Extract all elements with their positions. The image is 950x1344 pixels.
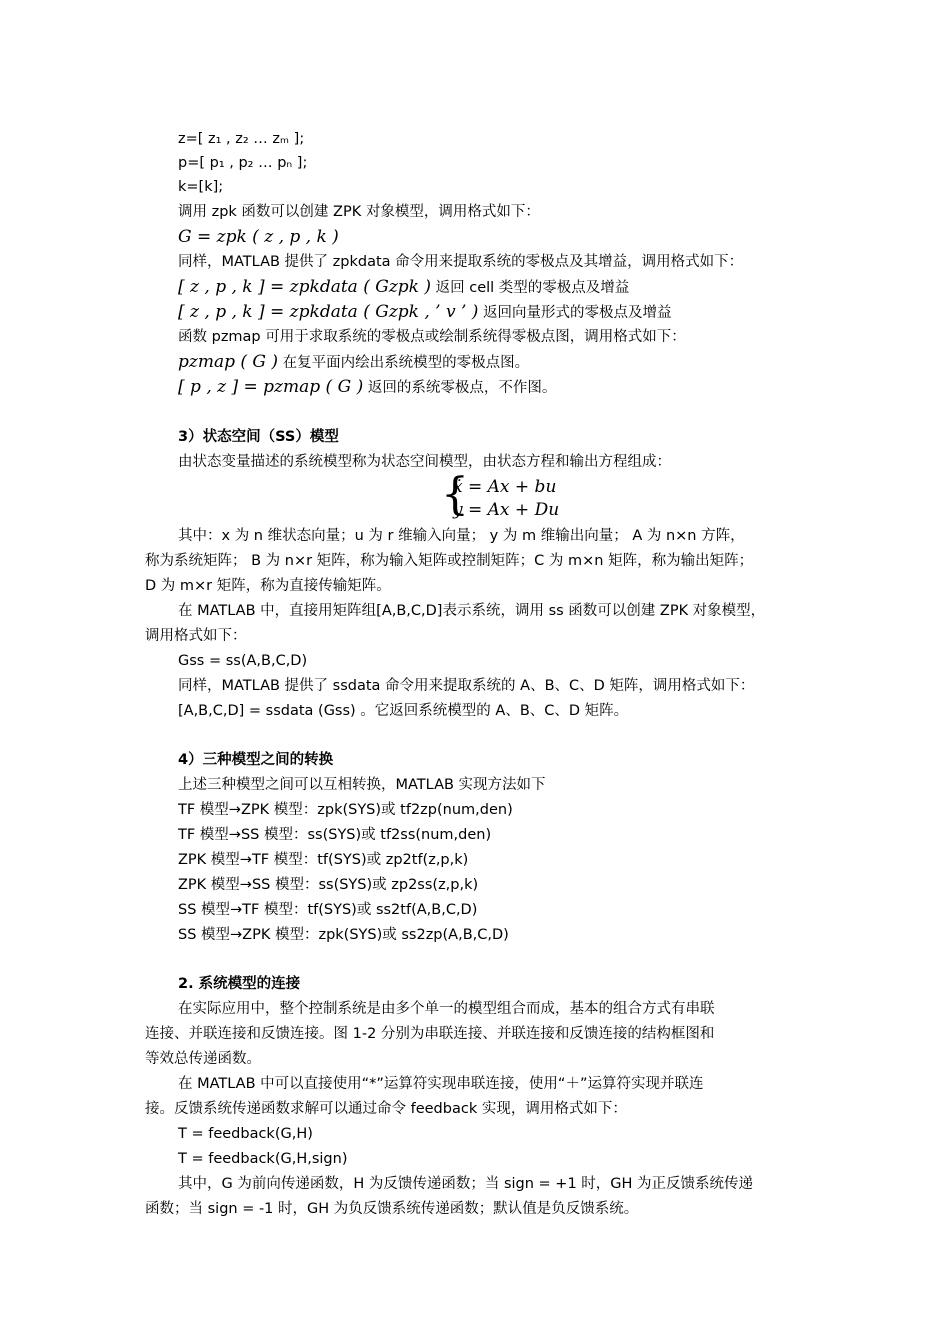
- zpkdata-formula-2: [ z , p , k ] = zpkdata ( Gzpk , ’ v ’ ): [178, 302, 479, 322]
- pzmap-formula-1: pzmap ( G ): [178, 352, 279, 372]
- conversion-ss-tf: SS 模型→TF 模型：tf(SYS)或 ss2tf(A,B,C,D): [178, 902, 478, 918]
- ss-para1-line2: 称为系统矩阵； B 为 n×r 矩阵，称为输入矩阵或控制矩阵；C 为 m×n 矩阵，称为输出矩阵；: [145, 553, 754, 569]
- ss-para1-line3: D 为 m×r 矩阵，称为直接传输矩阵。: [145, 578, 391, 594]
- heading-ss-model: 3）状态空间（SS）模型: [178, 429, 339, 445]
- conversion-tf-ss: TF 模型→SS 模型：ss(SYS)或 tf2ss(num,den): [178, 827, 492, 843]
- ss-para2-line1: 在 MATLAB 中，直接用矩阵组[A,B,C,D]表示系统，调用 ss 函数可以创建 ZPK 对象模型，: [178, 603, 766, 619]
- ssdata-intro: 同样，MATLAB 提供了 ssdata 命令用来提取系统的 A、B、C、D 矩阵，调用格式如下：: [178, 678, 755, 694]
- z-definition: z=[ z₁ , z₂ … zₘ ];: [178, 131, 305, 147]
- conversion-ss-zpk: SS 模型→ZPK 模型：zpk(SYS)或 ss2zp(A,B,C,D): [178, 927, 509, 943]
- conversion-tf-zpk: TF 模型→ZPK 模型：zpk(SYS)或 tf2zp(num,den): [178, 802, 513, 818]
- pzmap-formula-2: [ p , z ] = pzmap ( G ): [178, 377, 364, 397]
- zpkdata-line-2: [178, 300, 672, 325]
- connection-para2-line2: 接。反馈系统传递函数求解可以通过命令 feedback 实现，调用格式如下：: [145, 1101, 627, 1117]
- zpkdata-formula-1: [ z , p , k ] = zpkdata ( Gzpk ): [178, 277, 432, 297]
- feedback-call-1: T = feedback(G,H): [178, 1126, 313, 1142]
- pzmap-intro: 函数 pzmap 可用于求取系统的零极点或绘制系统得零极点图，调用格式如下：: [178, 329, 686, 345]
- zpkdata-intro: 同样，MATLAB 提供了 zpkdata 命令用来提取系统的零极点及其增益，调用格式如下：: [178, 254, 744, 270]
- k-definition: k=[k];: [178, 179, 224, 195]
- ss-call: Gss = ss(A,B,C,D): [178, 653, 308, 669]
- conversion-zpk-ss: ZPK 模型→SS 模型：ss(SYS)或 zp2ss(z,p,k): [178, 877, 479, 893]
- connection-para1-line3: 等效总传递函数。: [145, 1051, 261, 1067]
- pzmap-line-2: [178, 375, 556, 400]
- heading-model-conversion: 4）三种模型之间的转换: [178, 752, 334, 768]
- connection-para2-line1: 在 MATLAB 中可以直接使用“*”运算符实现串联连接，使用“＋”运算符实现并联连: [178, 1076, 704, 1092]
- zpkdata-desc-1: 返回 cell 类型的零极点及增益: [435, 280, 630, 296]
- connection-para1-line1: 在实际应用中，整个控制系统是由多个单一的模型组合而成，基本的组合方式有串联: [178, 1001, 715, 1017]
- feedback-para-line1: 其中，G 为前向传递函数，H 为反馈传递函数；当 sign = +1 时，GH 为正反馈系统传递: [178, 1176, 754, 1192]
- zpkdata-desc-2: 返回向量形式的零极点及增益: [483, 305, 672, 321]
- zpk-intro: 调用 zpk 函数可以创建 ZPK 对象模型，调用格式如下：: [178, 204, 540, 220]
- pzmap-line-1: [178, 350, 529, 375]
- zpk-call-formula: G = zpk ( z , p , k ): [178, 227, 339, 247]
- equation-brace: {: [441, 469, 469, 520]
- zpkdata-line-1: [178, 275, 629, 300]
- ss-para1-line1: 其中：x 为 n 维状态向量；u 为 r 维输入向量； y 为 m 维输出向量； A 为 n×n 方阵，: [178, 528, 745, 544]
- ssdata-call: [A,B,C,D] = ssdata (Gss) 。它返回系统模型的 A、B、C、D 矩阵。: [178, 703, 629, 719]
- p-definition: p=[ p₁ , p₂ … pₙ ];: [178, 155, 308, 171]
- state-equation: ẋ = Ax + bu: [453, 477, 557, 497]
- heading-model-connection: 2. 系统模型的连接: [178, 976, 301, 992]
- connection-para1-line2: 连接、并联连接和反馈连接。图 1-2 分别为串联连接、并联连接和反馈连接的结构框图和: [145, 1026, 715, 1042]
- conversion-intro: 上述三种模型之间可以互相转换，MATLAB 实现方法如下: [178, 777, 546, 793]
- pzmap-desc-2: 返回的系统零极点，不作图。: [367, 380, 557, 396]
- output-equation: y = Ax + Du: [453, 500, 560, 520]
- conversion-zpk-tf: ZPK 模型→TF 模型：tf(SYS)或 zp2tf(z,p,k): [178, 852, 469, 868]
- feedback-para-line2: 函数；当 sign = -1 时，GH 为负反馈系统传递函数；默认值是负反馈系统。: [145, 1201, 639, 1217]
- ss-intro: 由状态变量描述的系统模型称为状态空间模型，由状态方程和输出方程组成：: [178, 454, 671, 470]
- pzmap-desc-1: 在复平面内绘出系统模型的零极点图。: [282, 355, 530, 371]
- feedback-call-2: T = feedback(G,H,sign): [178, 1151, 348, 1167]
- ss-para2-line2: 调用格式如下：: [145, 628, 247, 644]
